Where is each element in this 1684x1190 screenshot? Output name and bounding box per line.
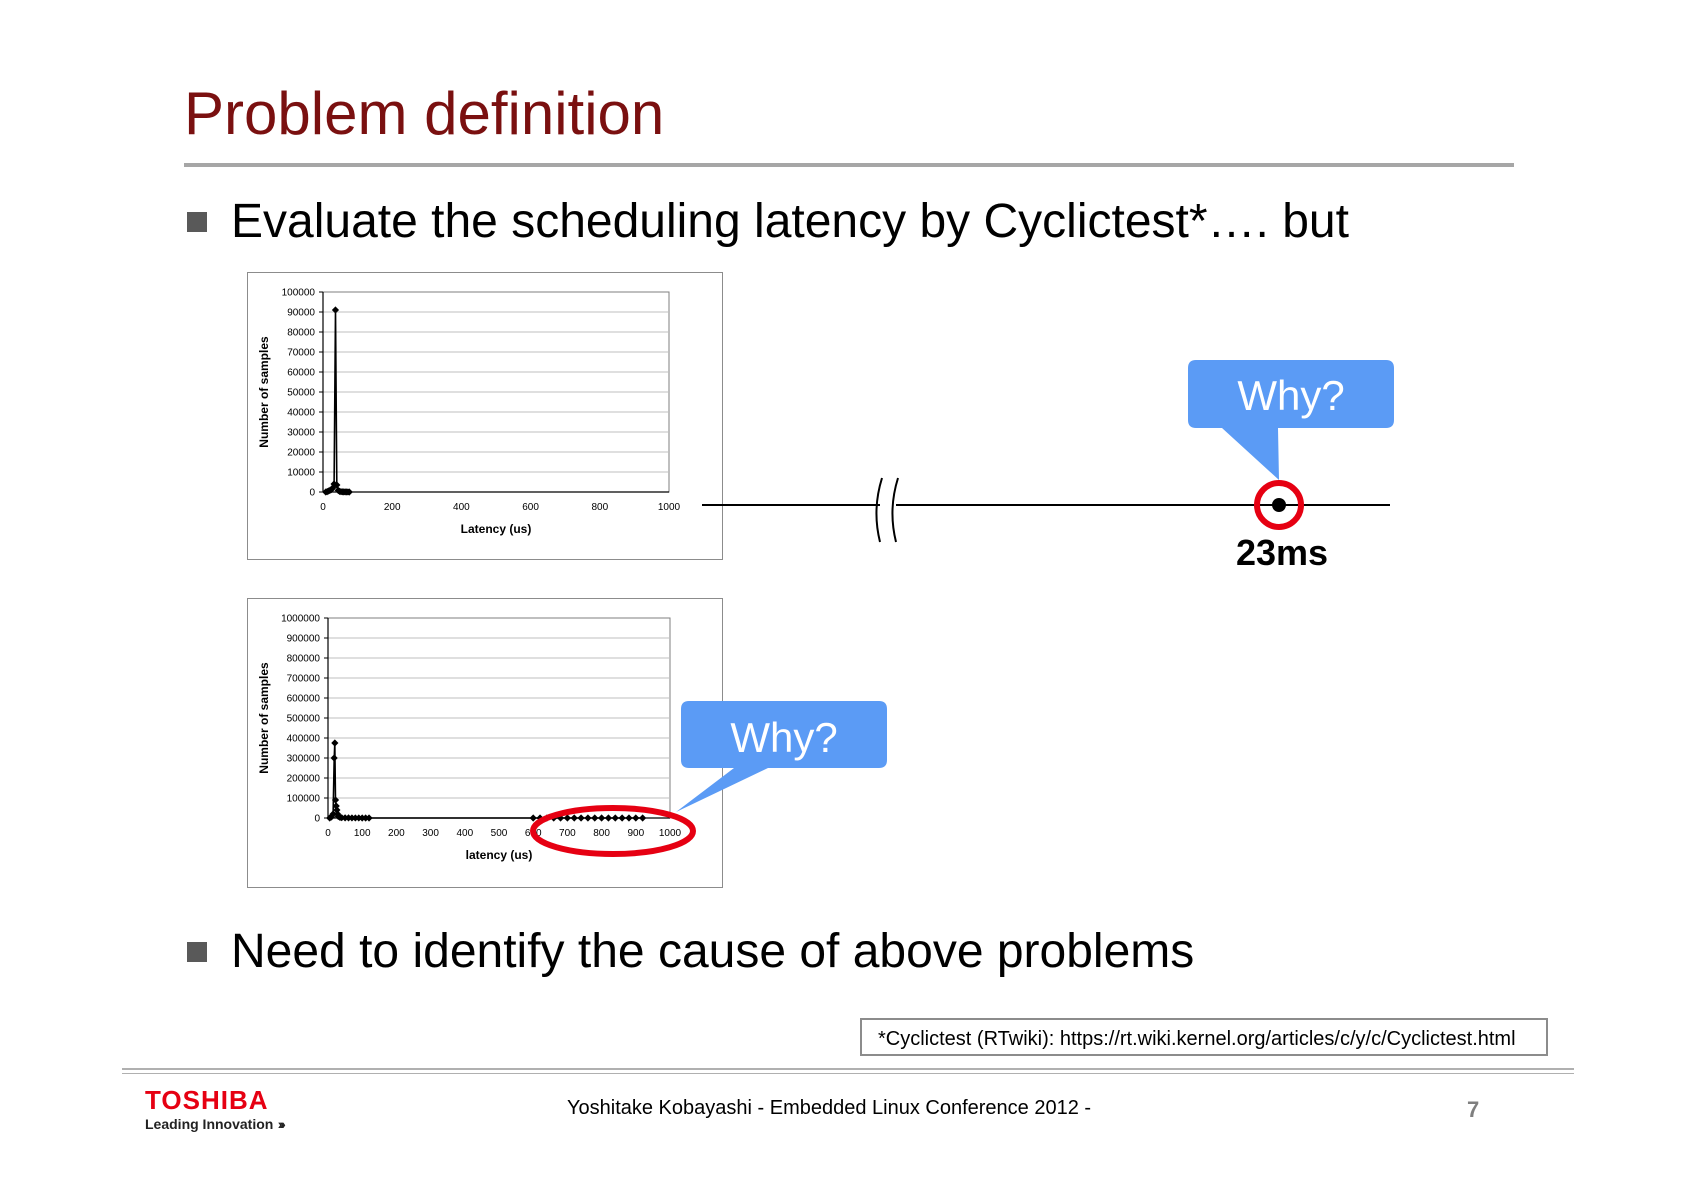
x-tick-label: 600 [524, 828, 542, 839]
y-tick-label: 20000 [287, 447, 315, 459]
bullet-text-1: Evaluate the scheduling latency by Cyclictest*…. but [231, 195, 1349, 248]
y-tick-label: 50000 [287, 387, 315, 399]
y-tick-label: 10000 [287, 467, 315, 479]
footer-divider [122, 1073, 1574, 1074]
y-tick-label: 0 [314, 813, 320, 825]
y-tick-label: 60000 [287, 367, 315, 379]
outlier-label: 23ms [1235, 532, 1329, 573]
y-axis-title: Number of samples [257, 662, 271, 774]
bullet-square-icon [187, 942, 207, 962]
y-tick-label: 600000 [286, 693, 320, 705]
y-tick-label: 300000 [286, 753, 320, 765]
y-tick-label: 40000 [287, 407, 315, 419]
footer-text: Yoshitake Kobayashi - Embedded Linux Conference 2012 - [567, 1097, 1092, 1119]
y-axis-title: Number of samples [257, 336, 271, 448]
y-tick-label: 900000 [286, 633, 320, 645]
x-axis-title: latency (us) [465, 848, 533, 862]
y-tick-label: 70000 [287, 347, 315, 359]
axis-break-icon [876, 478, 882, 542]
cluster-highlight-ellipse [533, 808, 693, 854]
y-tick-label: 100000 [281, 287, 315, 299]
page-number: 7 [1467, 1097, 1480, 1122]
y-tick-label: 700000 [286, 673, 320, 685]
slide-title: Problem definition [184, 80, 665, 147]
tagline-text: Leading Innovation [145, 1116, 274, 1132]
y-tick-label: 200000 [286, 773, 320, 785]
brand-logo: TOSHIBA [145, 1085, 269, 1115]
y-tick-label: 400000 [286, 733, 320, 745]
tagline-group [145, 1116, 283, 1134]
x-tick-label: 1000 [658, 828, 682, 839]
footer-divider [122, 1068, 1574, 1070]
x-tick-label: 800 [591, 502, 609, 513]
y-tick-label: 800000 [286, 653, 320, 665]
callout-top-text: Why? [1237, 372, 1345, 419]
y-tick-label: 100000 [286, 793, 320, 805]
x-tick-label: 600 [522, 502, 539, 513]
x-tick-label: 0 [325, 828, 331, 839]
reference-box: *Cyclictest (RTwiki): https://rt.wiki.kernel.org/articles/c/y/c/Cyclictest.html [860, 1018, 1548, 1056]
y-tick-label: 80000 [287, 327, 315, 339]
chevrons-icon: ››› [277, 1116, 283, 1132]
x-tick-label: 0 [320, 502, 326, 513]
y-tick-label: 90000 [287, 307, 315, 319]
x-tick-label: 200 [383, 502, 401, 513]
bullet-text-2: Need to identify the cause of above problems [231, 925, 1195, 978]
x-tick-label: 900 [627, 828, 645, 839]
x-tick-label: 500 [490, 828, 508, 839]
x-tick-label: 300 [422, 828, 439, 839]
y-tick-label: 30000 [287, 427, 315, 439]
callout-bottom-text: Why? [730, 714, 838, 761]
y-tick-label: 0 [309, 487, 315, 499]
x-tick-label: 1000 [657, 502, 681, 513]
x-tick-label: 400 [453, 502, 470, 513]
x-tick-label: 700 [559, 828, 576, 839]
axis-break-icon [892, 478, 898, 542]
x-axis-title: Latency (us) [460, 522, 532, 536]
x-tick-label: 200 [388, 828, 405, 839]
outlier-point [1272, 498, 1286, 512]
x-tick-label: 100 [353, 828, 371, 839]
x-tick-label: 400 [456, 828, 474, 839]
y-tick-label: 500000 [286, 713, 320, 725]
y-tick-label: 1000000 [281, 613, 320, 625]
x-tick-label: 800 [593, 828, 610, 839]
